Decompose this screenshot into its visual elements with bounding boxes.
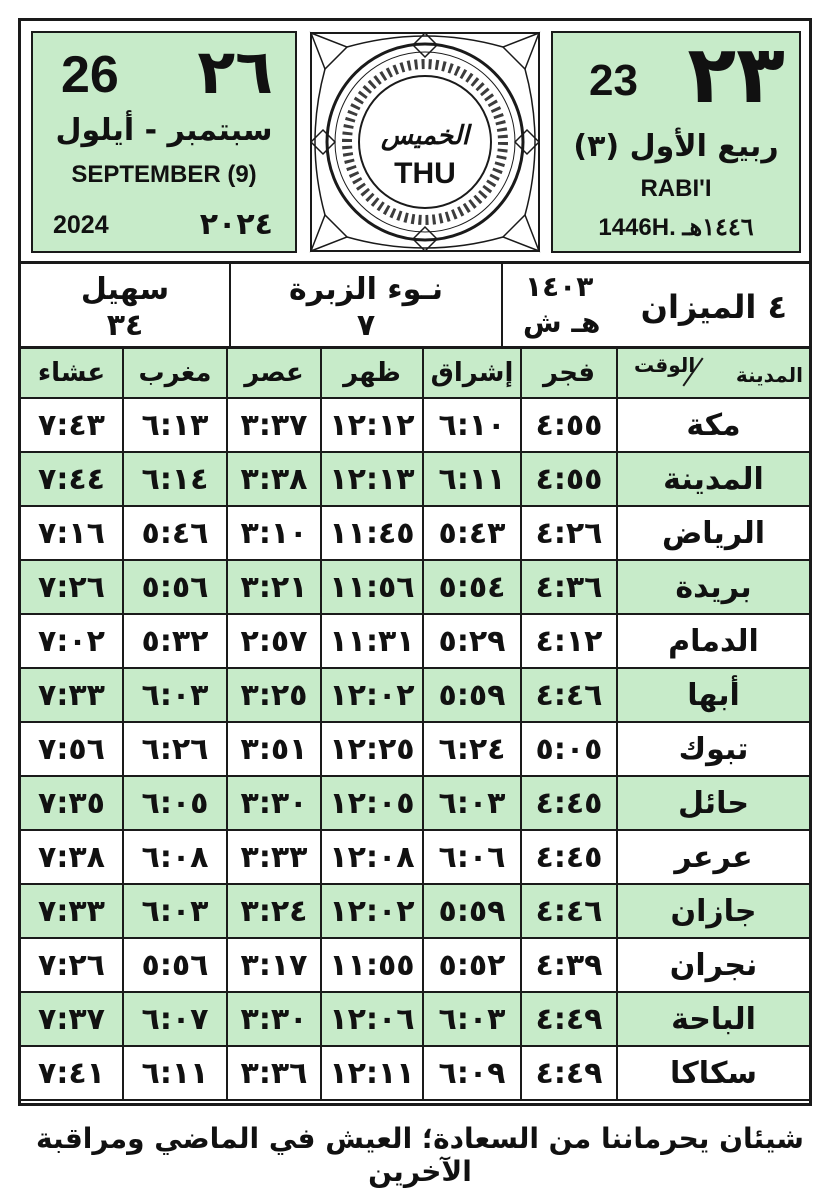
prayer-time-cell: ٧:٤٤ [21,452,123,506]
prayer-time-cell: ٣:٢٥ [227,668,321,722]
calendar-header [21,21,809,261]
zodiac-cell [503,264,809,346]
prayer-time-cell: ٥:٥٩ [423,668,521,722]
table-row [21,776,809,830]
zodiac-sign: ٤ الميزان [640,288,787,326]
hijri-date-box [551,28,801,253]
season-info-row [21,261,809,349]
prayer-time-cell: ١٢:٢٥ [321,722,423,776]
solar-year: ١٤٠٣ [525,270,594,303]
table-row [21,830,809,884]
star-value: ٣٤ [106,308,144,343]
calendar-card [18,18,812,1106]
city-name: مكة [617,398,809,452]
prayer-time-cell: ٥:٠٥ [521,722,617,776]
weekday-english: THU [394,157,456,190]
prayer-time-cell: ١٢:٠٦ [321,992,423,1046]
naw-cell [231,264,503,346]
prayer-time-cell: ٧:٣٥ [21,776,123,830]
col-maghrib: مغرب [123,349,227,398]
prayer-time-cell: ٥:٥٦ [123,938,227,992]
prayer-time-cell: ٤:٤٦ [521,668,617,722]
prayer-time-cell: ٣:١٧ [227,938,321,992]
prayer-time-cell: ٤:٤٦ [521,884,617,938]
table-row [21,614,809,668]
table-header-row [21,349,809,398]
prayer-time-cell: ٤:٥٥ [521,452,617,506]
prayer-time-cell: ٦:٠٣ [423,776,521,830]
prayer-time-cell: ٦:٠٨ [123,830,227,884]
prayer-time-cell: ٤:٣٦ [521,560,617,614]
prayer-time-cell: ٥:٢٩ [423,614,521,668]
prayer-time-cell: ٧:٣٧ [21,992,123,1046]
prayer-time-cell: ١٢:٠٢ [321,668,423,722]
prayer-time-cell: ٥:٣٢ [123,614,227,668]
hijri-month-english: RABI'I [640,175,712,202]
prayer-time-cell: ٤:٤٩ [521,1046,617,1100]
table-row [21,722,809,776]
table-row [21,452,809,506]
naw-value: ٧ [356,308,376,343]
prayer-time-cell: ٦:٠٣ [423,992,521,1046]
prayer-time-cell: ٣:٣٦ [227,1046,321,1100]
city-name: الرياض [617,506,809,560]
prayer-time-cell: ١٢:٠٥ [321,776,423,830]
prayer-time-cell: ١٢:١٢ [321,398,423,452]
city-name: عرعر [617,830,809,884]
table-row [21,884,809,938]
prayer-time-cell: ١٢:١٣ [321,452,423,506]
hijri-day-latin: 23 [589,56,638,105]
prayer-time-cell: ٤:٤٥ [521,830,617,884]
prayer-times-table [21,349,809,1101]
naw-name: نـوء الزبرة [289,272,443,307]
prayer-time-cell: ٣:٥١ [227,722,321,776]
prayer-time-cell: ٦:٠٥ [123,776,227,830]
prayer-time-cell: ٥:٥٦ [123,560,227,614]
prayer-time-cell: ٦:٠٧ [123,992,227,1046]
col-dhuhr: ظهر [321,349,423,398]
prayer-time-cell: ١٢:٠٨ [321,830,423,884]
weekday-emblem [307,29,543,255]
gregorian-year-latin: 2024 [53,211,109,239]
city-name: بريدة [617,560,809,614]
star-cell [21,264,231,346]
table-row [21,992,809,1046]
prayer-time-cell: ١٢:٠٢ [321,884,423,938]
gregorian-day-latin: 26 [61,46,119,104]
table-row [21,938,809,992]
table-row [21,560,809,614]
prayer-time-cell: ٢:٥٧ [227,614,321,668]
prayer-time-cell: ٣:٣٣ [227,830,321,884]
city-name: الباحة [617,992,809,1046]
prayer-time-cell: ١١:٥٦ [321,560,423,614]
prayer-time-cell: ١٢:١١ [321,1046,423,1100]
prayer-time-cell: ٤:٢٦ [521,506,617,560]
prayer-time-cell: ٣:٣٨ [227,452,321,506]
star-name: سهيل [80,272,170,307]
proverb: شيئان يحرماننا من السعادة؛ العيش في الماضي ومراقبة الآخرين [36,1122,804,1188]
city-name: تبوك [617,722,809,776]
city-name: جازان [617,884,809,938]
city-name: المدينة [617,452,809,506]
prayer-time-cell: ٦:٢٦ [123,722,227,776]
prayer-time-cell: ٧:٣٨ [21,830,123,884]
gregorian-date-box [31,31,297,253]
prayer-time-cell: ٥:٤٦ [123,506,227,560]
prayer-time-cell: ٣:٢١ [227,560,321,614]
prayer-time-cell: ٦:١٠ [423,398,521,452]
corner-city-label: المدينة [735,363,803,387]
prayer-time-cell: ٦:١١ [123,1046,227,1100]
table-row [21,668,809,722]
prayer-time-cell: ٦:٢٤ [423,722,521,776]
prayer-time-cell: ٧:٥٦ [21,722,123,776]
solar-year-label: هـ ش [523,306,601,339]
hijri-year: 1446H. ١٤٤٦هـ [598,214,754,241]
prayer-time-cell: ٣:٣٠ [227,992,321,1046]
prayer-time-cell: ٧:٤٣ [21,398,123,452]
prayer-time-cell: ١١:٥٥ [321,938,423,992]
prayer-time-cell: ٤:٤٩ [521,992,617,1046]
weekday-arabic: الخميس [381,121,469,151]
corner-time-label: الوقت [634,353,696,377]
prayer-time-cell: ٣:٣٧ [227,398,321,452]
prayer-time-cell: ٦:٠٣ [123,668,227,722]
city-name: أبها [617,668,809,722]
gregorian-day-arabic: ٢٦ [197,35,273,108]
city-name: الدمام [617,614,809,668]
col-fajr: فجر [521,349,617,398]
prayer-time-cell: ٧:٠٢ [21,614,123,668]
prayer-time-cell: ١١:٣١ [321,614,423,668]
prayer-time-cell: ٤:١٢ [521,614,617,668]
prayer-time-cell: ٥:٥٤ [423,560,521,614]
city-name: نجران [617,938,809,992]
prayer-time-cell: ١١:٤٥ [321,506,423,560]
hijri-month-arabic: ربيع الأول (٣) [573,129,779,164]
col-isha: عشاء [21,349,123,398]
col-shuruq: إشراق [423,349,521,398]
prayer-time-cell: ٧:٤١ [21,1046,123,1100]
prayer-time-cell: ٣:٣٠ [227,776,321,830]
prayer-time-cell: ٥:٥٩ [423,884,521,938]
prayer-time-cell: ٧:٢٦ [21,560,123,614]
prayer-time-cell: ٦:٠٣ [123,884,227,938]
gregorian-month-english: SEPTEMBER (9) [71,161,257,188]
prayer-time-cell: ٣:١٠ [227,506,321,560]
prayer-time-cell: ٧:١٦ [21,506,123,560]
prayer-time-cell: ٦:١٤ [123,452,227,506]
prayer-time-cell: ٤:٤٥ [521,776,617,830]
prayer-time-cell: ٤:٣٩ [521,938,617,992]
city-name: سكاكا [617,1046,809,1100]
prayer-time-cell: ٦:٠٩ [423,1046,521,1100]
prayer-time-cell: ٧:٣٣ [21,884,123,938]
prayer-time-cell: ٧:٣٣ [21,668,123,722]
table-row [21,506,809,560]
gregorian-month-arabic: سبتمبر - أيلول [55,113,273,148]
hijri-day-arabic: ٢٣ [687,28,785,121]
prayer-time-cell: ٦:١٣ [123,398,227,452]
col-asr: عصر [227,349,321,398]
corner-header [617,349,809,398]
prayer-time-cell: ٤:٥٥ [521,398,617,452]
prayer-time-cell: ٥:٥٢ [423,938,521,992]
prayer-time-cell: ٣:٢٤ [227,884,321,938]
table-row [21,1046,809,1100]
table-row [21,398,809,452]
prayer-time-cell: ٦:١١ [423,452,521,506]
prayer-time-cell: ٦:٠٦ [423,830,521,884]
gregorian-year-arabic: ٢٠٢٤ [199,207,273,242]
prayer-time-cell: ٥:٤٣ [423,506,521,560]
prayer-time-cell: ٧:٢٦ [21,938,123,992]
city-name: حائل [617,776,809,830]
